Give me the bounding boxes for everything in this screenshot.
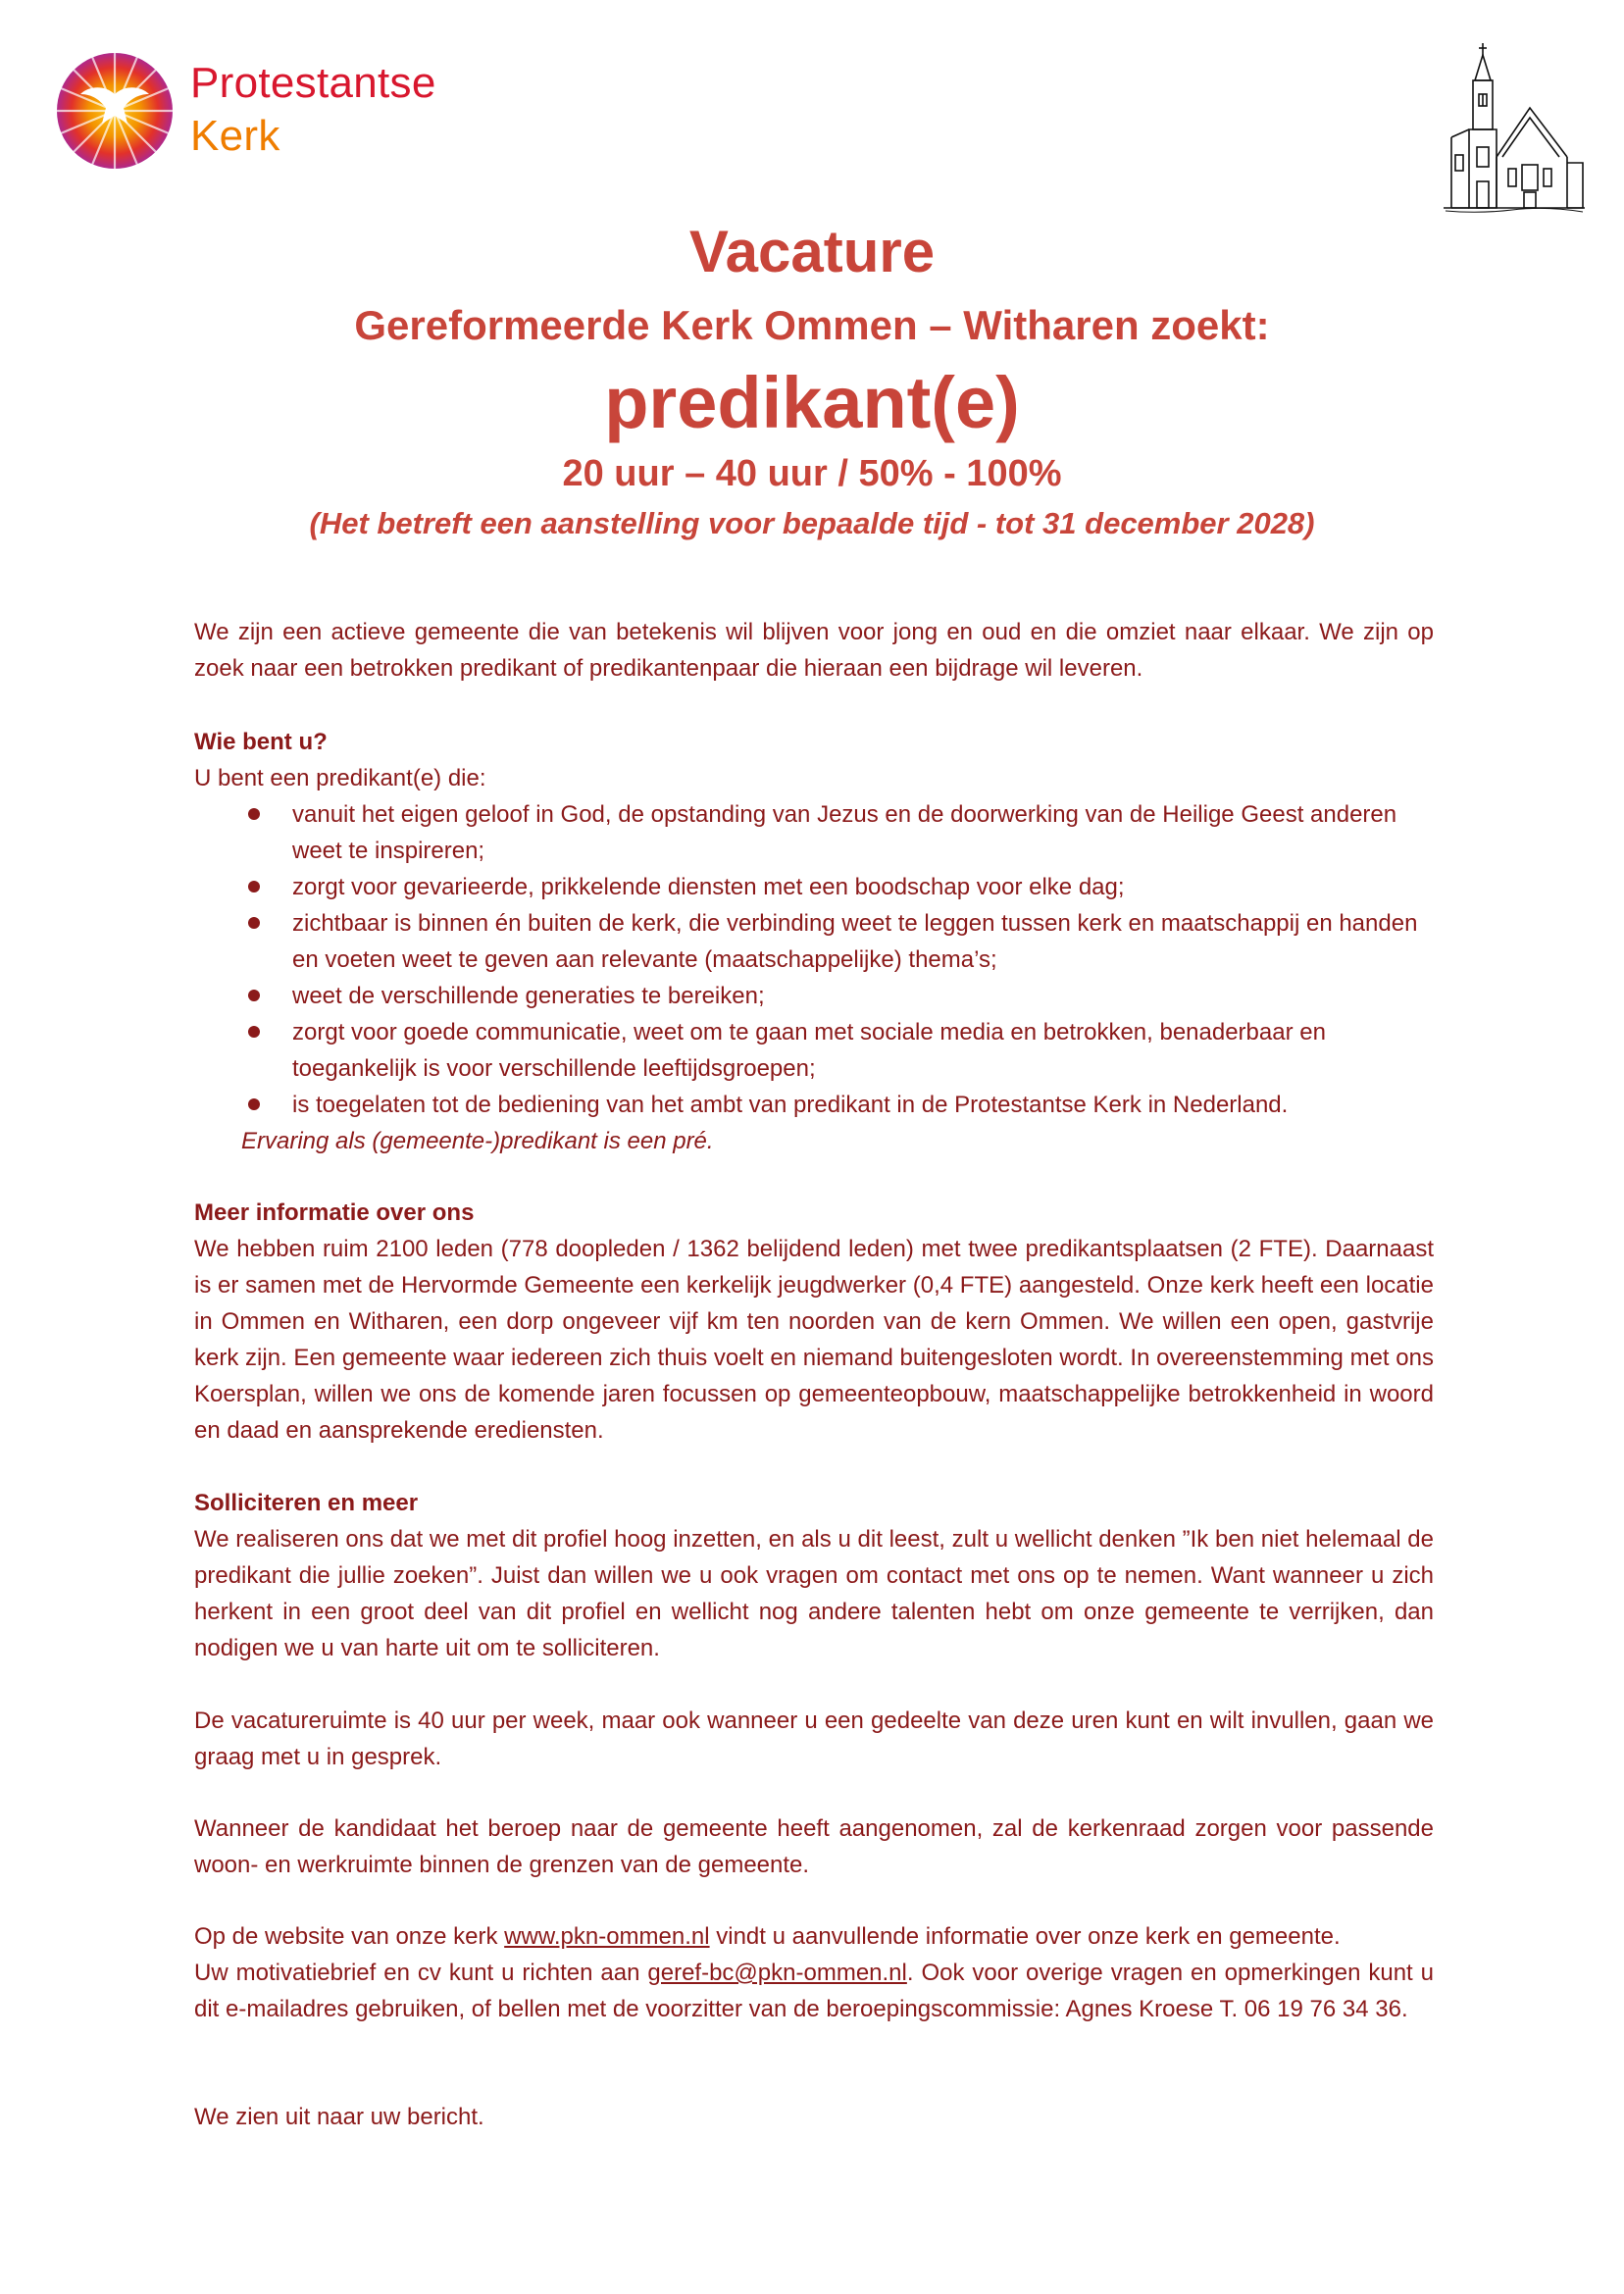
contact-section (194, 1918, 1434, 2027)
who-heading: Wie bent u? (194, 729, 328, 755)
who-lead: U bent een predikant(e) die: (194, 765, 486, 791)
list-item: vanuit het eigen geloof in God, de opstanding van Jezus en de doorwerking van de Heilige Geest anderen weet te inspireren; (194, 796, 1434, 869)
closing-line: We zien uit naar uw bericht. (194, 2104, 484, 2130)
apply-paragraph-1: We realiseren ons dat we met dit profiel hoog inzetten, en als u dit leest, zult u wellicht denken ”Ik ben niet helemaal de predikant die jullie zoeken”. Juist dan willen we u ook vragen om contact met ons op te nemen. Want wanneer u zich herkent in een groot deel van dit profiel en wellicht nog andere talenten hebt om onze gemeente te verrijken, dan nodigen we u van harte uit om te solliciteren. (194, 1526, 1434, 1661)
church-drawing-icon (1440, 39, 1587, 216)
dove-sun-logo-icon (55, 51, 175, 171)
apply-paragraph-2: De vacatureruimte is 40 uur per week, maar ook wanneer u een gedeelte van deze uren kunt en wilt invullen, gaan we graag met u in gesprek. (194, 1708, 1434, 1770)
experience-note: Ervaring als (gemeente-)predikant is een pré. (241, 1128, 714, 1154)
bullet-icon (248, 1098, 260, 1110)
bullet-icon (248, 990, 260, 1001)
list-item: is toegelaten tot de bediening van het ambt van predikant in de Protestantse Kerk in Nederland. (194, 1087, 1434, 1123)
email-paragraph: Uw motivatiebrief en cv kunt u richten aan geref-bc@pkn-ommen.nl. Ook voor overige vragen en opmerkingen kunt u dit e-mailadres gebruiken, of bellen met de voorzitter van de beroepingscommissie: Agnes Kroese T. 06 19 76 34 36. (194, 1960, 1434, 2022)
apply-section (194, 1485, 1434, 1666)
list-item: zichtbaar is binnen én buiten de kerk, die verbinding weet te leggen tussen kerk en maatschappij en handen en voeten weet te geven aan relevante (maatschappelijke) thema’s; (194, 905, 1434, 978)
list-item: zorgt voor goede communicatie, weet om te gaan met sociale media en betrokken, benaderbaar en toegankelijk is voor verschillende leeftijdsgroepen; (194, 1014, 1434, 1087)
bullet-icon (248, 917, 260, 929)
logo-text-kerk: Kerk (190, 112, 280, 160)
info-paragraph: We hebben ruim 2100 leden (778 doopleden / 1362 belijdend leden) met twee predikantsplaatsen (2 FTE). Daarnaast is er samen met de Hervormde Gemeente een kerkelijk jeugdwerker (0,4 FTE) aangesteld. Onze kerk heeft een locatie in Ommen en Witharen, een dorp ongeveer vijf km ten noorden van de kern Ommen. We willen een open, gastvrije kerk zijn. Een gemeente waar iedereen zich thuis voelt en niemand buitengesloten wordt. In overeenstemming met ons Koersplan, willen we ons de komende jaren focussen op gemeenteopbouw, maatschappelijke betrokkenheid in woord en daad en aansprekende erediensten. (194, 1236, 1434, 1444)
list-item: zorgt voor gevarieerde, prikkelende diensten met een boodschap voor elke dag; (194, 869, 1434, 905)
hours-line: 20 uur – 40 uur / 50% - 100% (562, 453, 1062, 494)
email-link[interactable]: geref-bc@pkn-ommen.nl (647, 1960, 907, 1986)
bullet-icon (248, 808, 260, 820)
protestantse-kerk-logo (55, 51, 467, 178)
bullet-icon (248, 1026, 260, 1038)
who-section (194, 724, 1434, 1159)
list-item: weet de verschillende generaties te bereiken; (194, 978, 1434, 1014)
website-line: Op de website van onze kerk www.pkn-ommen.nl vindt u aanvullende informatie over onze kerk en gemeente. (194, 1923, 1341, 1950)
info-section (194, 1195, 1434, 1449)
apply-heading: Solliciteren en meer (194, 1490, 419, 1516)
intro-paragraph: We zijn een actieve gemeente die van betekenis wil blijven voor jong en oud en die omziet naar elkaar. We zijn op zoek naar een betrokken predikant of predikantenpaar die hieraan een bijdrage wil leveren. (194, 619, 1434, 682)
position-title: predikant(e) (604, 362, 1020, 443)
bullet-icon (248, 881, 260, 892)
logo-text-protestantse: Protestantse (190, 59, 436, 107)
page-title: Vacature (688, 219, 936, 284)
page-subtitle: Gereformeerde Kerk Ommen – Witharen zoekt: (354, 302, 1270, 348)
website-link[interactable]: www.pkn-ommen.nl (504, 1923, 710, 1950)
who-bullet-list (194, 796, 1434, 1123)
info-heading: Meer informatie over ons (194, 1199, 475, 1226)
contract-note: (Het betreft een aanstelling voor bepaalde tijd - tot 31 december 2028) (309, 506, 1315, 540)
apply-paragraph-3: Wanneer de kandidaat het beroep naar de gemeente heeft aangenomen, zal de kerkenraad zorgen voor passende woon- en werkruimte binnen de grenzen van de gemeente. (194, 1815, 1434, 1878)
